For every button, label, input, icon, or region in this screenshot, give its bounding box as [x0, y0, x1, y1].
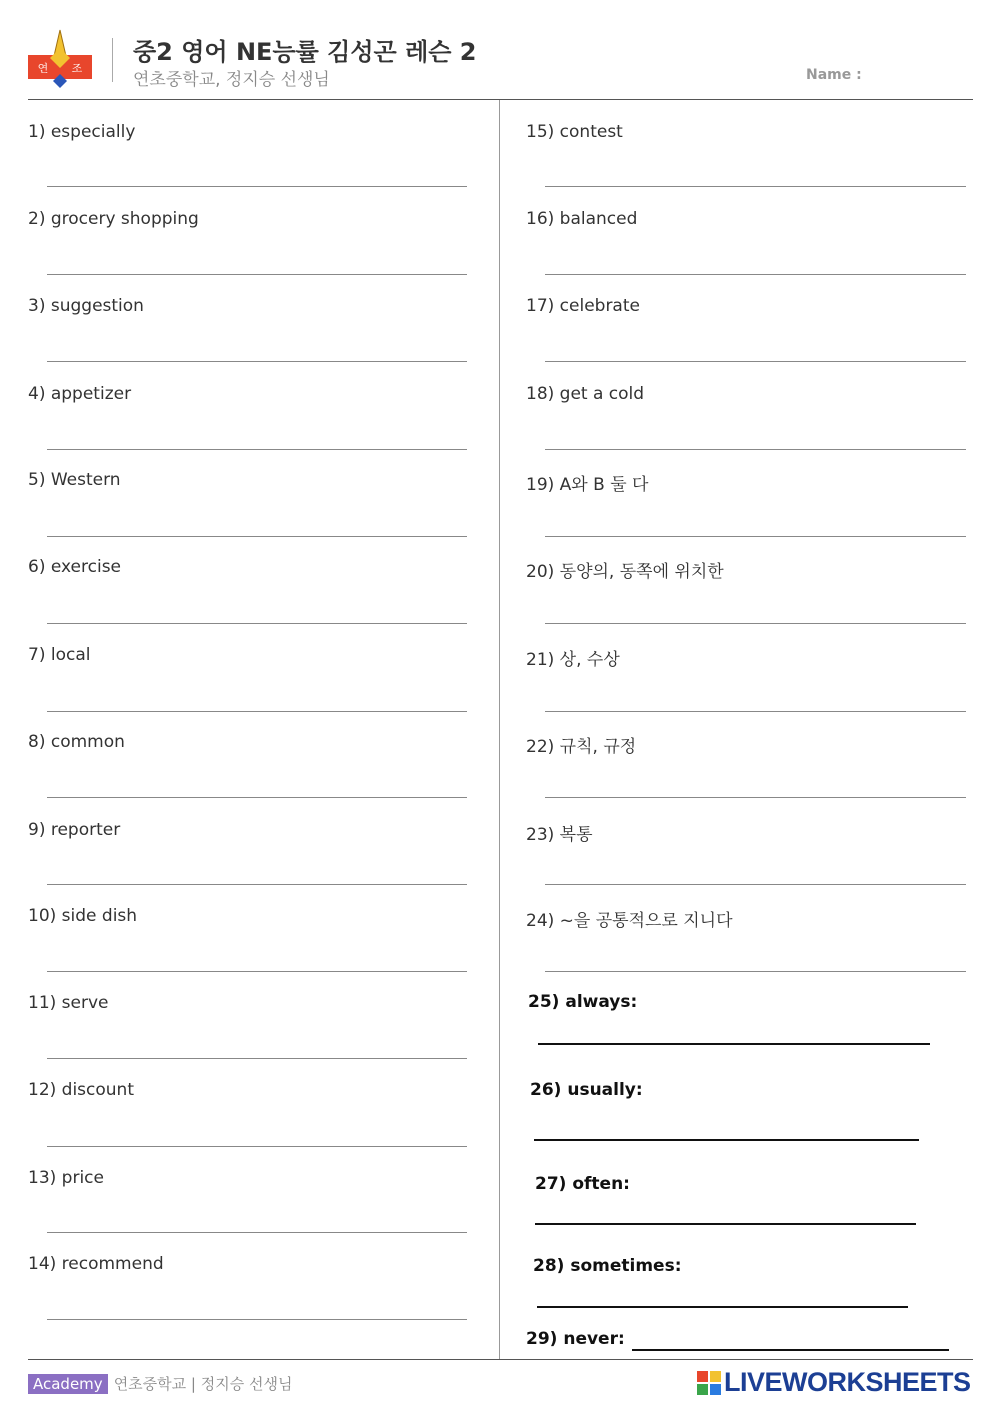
- answer-line-9[interactable]: [47, 884, 467, 885]
- answer-line-10[interactable]: [47, 971, 467, 972]
- question-28: 28) sometimes:: [533, 1256, 682, 1276]
- question-19: 19) A와 B 둘 다: [526, 475, 649, 495]
- question-14: 14) recommend: [28, 1254, 164, 1274]
- question-8: 8) common: [28, 732, 125, 752]
- question-4: 4) appetizer: [28, 384, 132, 404]
- question-17: 17) celebrate: [526, 296, 640, 316]
- answer-line-13[interactable]: [47, 1232, 467, 1233]
- answer-line-4[interactable]: [47, 449, 467, 450]
- answer-line-3[interactable]: [47, 361, 467, 362]
- question-27: 27) often:: [535, 1174, 630, 1194]
- answer-line-21[interactable]: [545, 711, 966, 712]
- answer-line-17[interactable]: [545, 361, 966, 362]
- liveworksheets-logo-icon: [697, 1371, 721, 1395]
- answer-line-15[interactable]: [545, 186, 966, 187]
- question-6: 6) exercise: [28, 557, 122, 577]
- question-1: 1) especially: [28, 122, 136, 142]
- logo-char-left: 연: [37, 62, 49, 75]
- liveworksheets-wordmark: LIVEWORKSHEETS: [724, 1367, 971, 1397]
- answer-line-19[interactable]: [545, 536, 966, 537]
- question-10: 10) side dish: [28, 906, 138, 926]
- answer-line-1[interactable]: [47, 186, 467, 187]
- answer-line-23[interactable]: [545, 884, 966, 885]
- question-3: 3) suggestion: [28, 296, 144, 316]
- answer-line-16[interactable]: [545, 274, 966, 275]
- answer-line-28[interactable]: [537, 1306, 908, 1308]
- footer-rule: [28, 1359, 973, 1360]
- question-2: 2) grocery shopping: [28, 209, 199, 229]
- answer-line-22[interactable]: [545, 797, 966, 798]
- question-25: 25) always:: [528, 992, 638, 1012]
- answer-line-29[interactable]: [632, 1349, 949, 1351]
- question-26: 26) usually:: [530, 1080, 643, 1100]
- question-24: 24) ~을 공통적으로 지니다: [526, 911, 733, 931]
- name-label: Name :: [806, 67, 862, 83]
- question-16: 16) balanced: [526, 209, 638, 229]
- question-22: 22) 규칙, 규정: [526, 737, 637, 757]
- header-rule: [28, 99, 973, 100]
- header-divider: [112, 38, 113, 82]
- answer-line-5[interactable]: [47, 536, 467, 537]
- answer-line-14[interactable]: [47, 1319, 467, 1320]
- answer-line-26[interactable]: [534, 1139, 919, 1141]
- question-15: 15) contest: [526, 122, 623, 142]
- page-title: 중2 영어 NE능률 김성곤 레슨 2: [133, 38, 477, 66]
- question-13: 13) price: [28, 1168, 104, 1188]
- answer-line-12[interactable]: [47, 1146, 467, 1147]
- question-11: 11) serve: [28, 993, 109, 1013]
- footer-credit: [28, 1373, 292, 1394]
- answer-line-8[interactable]: [47, 797, 467, 798]
- question-29: 29) never:: [526, 1329, 625, 1349]
- page-subtitle: 연초중학교, 정지승 선생님: [133, 70, 330, 90]
- question-12: 12) discount: [28, 1080, 135, 1100]
- answer-line-2[interactable]: [47, 274, 467, 275]
- column-divider: [499, 100, 500, 1360]
- answer-line-24[interactable]: [545, 971, 966, 972]
- question-21: 21) 상, 수상: [526, 650, 620, 670]
- answer-line-11[interactable]: [47, 1058, 467, 1059]
- answer-line-27[interactable]: [535, 1223, 916, 1225]
- answer-line-7[interactable]: [47, 711, 467, 712]
- liveworksheets-brand[interactable]: [697, 1367, 971, 1398]
- academy-badge: Academy: [28, 1374, 108, 1394]
- question-7: 7) local: [28, 645, 91, 665]
- answer-line-18[interactable]: [545, 449, 966, 450]
- school-logo: [27, 28, 93, 90]
- answer-line-25[interactable]: [538, 1043, 930, 1045]
- footer-school: 연초중학교 | 정지승 선생님: [113, 1375, 293, 1393]
- answer-line-6[interactable]: [47, 623, 467, 624]
- question-5: 5) Western: [28, 470, 121, 490]
- question-18: 18) get a cold: [526, 384, 645, 404]
- question-23: 23) 복통: [526, 825, 593, 845]
- question-20: 20) 동양의, 동쪽에 위치한: [526, 562, 724, 582]
- answer-line-20[interactable]: [545, 623, 966, 624]
- question-9: 9) reporter: [28, 820, 121, 840]
- logo-char-right: 조: [71, 62, 83, 75]
